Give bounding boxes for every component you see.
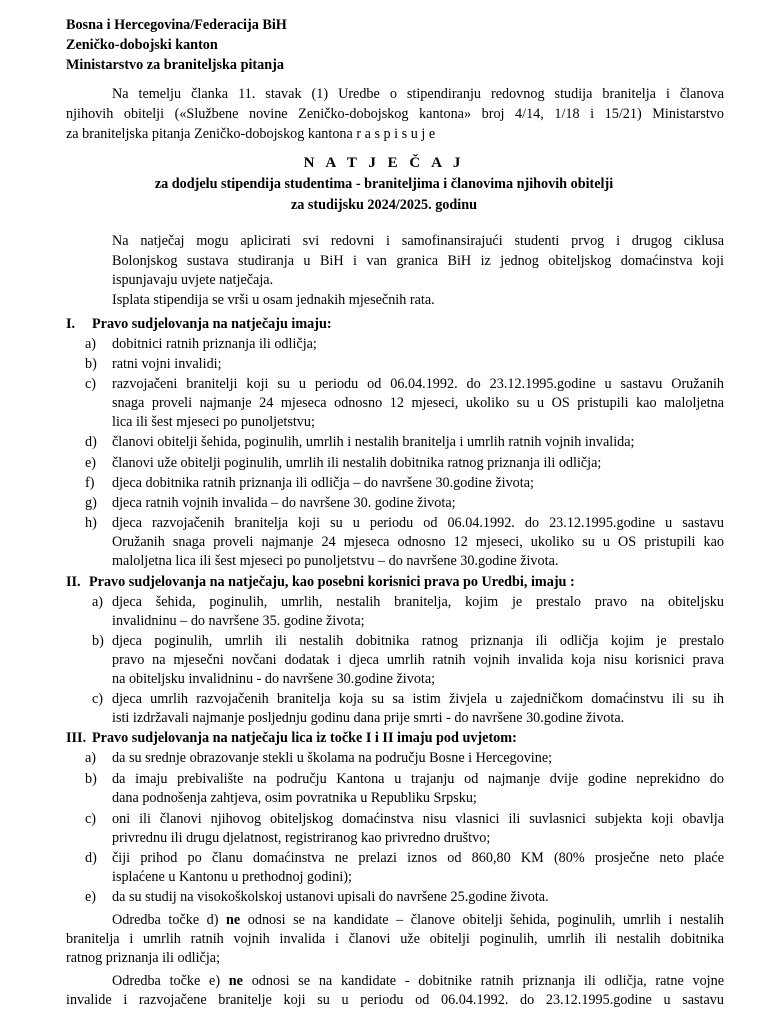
list-marker: c): [85, 811, 97, 827]
header-canton: Zeničko-dobojski kanton: [66, 37, 218, 53]
list-item-text: dana podnošenja zahtjeva, osim povratnika u Republiku Srpsku;: [112, 790, 477, 806]
list-item-text: da imaju prebivalište na području Kantona u trajanju od najmanje dvije godine neprekidno do: [112, 771, 724, 787]
intro-line-1: Na temelju članka 11. stavak (1) Uredbe o stipendiranju redovnog studija branitelja i članova: [112, 86, 724, 102]
list-item-text: privrednu ili drugu djelatnost, registriranog kao privredno društvo;: [112, 830, 491, 846]
list-item-text: lica ili šest mjeseci po punoljetstvu;: [112, 414, 315, 430]
list-item-text: razvojačeni branitelji koji su u periodu od 06.04.1992. do 23.12.1995.godine u sastavu Oružanih: [112, 376, 724, 392]
section-3-number: III.: [66, 730, 87, 746]
section-3-heading: Pravo sudjelovanja na natječaju lica iz točke I i II imaju pod uvjetom:: [92, 730, 517, 746]
intro-line-2: njihovih obitelji («Službene novine Zeničko-dobojskog kantona» broj 4/14, 1/18 i 15/21) Ministarstvo: [66, 106, 724, 122]
list-item-text: djeca šehida, poginulih, umrlih, nestalih branitelja, kojim je prestalo pravo na obiteljsku: [112, 594, 724, 610]
preamble-line-4: Isplata stipendija se vrši u osam jednakih mjesečnih rata.: [112, 292, 435, 308]
list-item-text: djeca dobitnika ratnih priznanja ili odličja – do navršene 30.godine života;: [112, 475, 534, 491]
list-item-text: oni ili članovi njihovog obiteljskog domaćinstva nisu vlasnici ili suvlasnici subjekta koji obavlja: [112, 811, 724, 827]
note-d-line-1: [112, 913, 724, 927]
list-item-text: ratni vojni invalidi;: [112, 356, 222, 372]
note-e-emphasis: ne: [228, 973, 243, 989]
list-item-text: snaga proveli najmanje 24 mjeseca odnosno 12 mjeseci, ukoliko su u OS pristupili kao maloljetna: [112, 395, 724, 411]
list-marker: e): [85, 889, 97, 905]
list-item-text: invalidninu – do navršene 35. godine života;: [112, 613, 365, 629]
list-item-text: djeca ratnih vojnih invalida – do navršene 30. godine života;: [112, 495, 456, 511]
list-item-text: djeca umrlih razvojačenih branitelja koja su sa istim živjela u zajedničkom domaćinstvu ili su ih: [112, 691, 724, 707]
list-marker: d): [85, 434, 97, 450]
list-item-text: isplaćene u Kantonu u prethodnoj godini);: [112, 869, 352, 885]
list-item-text: da su studij na visokoškolskoj ustanovi upisali do navršene 25.godine života.: [112, 889, 549, 905]
list-marker: c): [85, 376, 97, 392]
section-2-heading: Pravo sudjelovanja na natječaju, kao posebni korisnici prava po Uredbi, imaju :: [89, 574, 575, 590]
list-item-text: da su srednje obrazovanje stekli u školama na području Bosne i Hercegovine;: [112, 750, 553, 766]
preamble-line-1: Na natječaj mogu aplicirati svi redovni i samofinansirajući studenti prvog i drugog ciklusa: [112, 233, 724, 249]
section-1-number: I.: [66, 316, 76, 332]
note-d-emphasis: ne: [226, 912, 241, 928]
list-marker: b): [85, 356, 97, 372]
header-ministry: Ministarstvo za braniteljska pitanja: [66, 57, 284, 73]
note-e-line-1: [112, 974, 724, 988]
document-subtitle-2: za studijsku 2024/2025. godinu: [290, 197, 478, 213]
list-marker: g): [85, 495, 97, 511]
note-d-rest: odnosi se na kandidate – članove obitelji šehida, poginulih, umrlih i nestalih: [240, 912, 724, 928]
list-item-text: članovi obitelji šehida, poginulih, umrlih i nestalih branitelja i umrlih ratnih vojnih invalida;: [112, 434, 635, 450]
list-marker: d): [85, 850, 97, 866]
note-e-prefix: Odredba točke e): [112, 973, 229, 989]
list-marker: h): [85, 515, 97, 531]
document-title: N A T J E Č A J: [303, 155, 465, 171]
list-item-text: djeca poginulih, umrlih ili nestalih dobitnika ratnog priznanja ili odličja kojim je prestalo: [112, 633, 724, 649]
section-1-heading: Pravo sudjelovanja na natječaju imaju:: [92, 316, 332, 332]
note-e-rest: odnosi se na kandidate - dobitnike ratnih priznanja ili odličja, ratne vojne: [242, 973, 724, 989]
preamble-line-2: Bolonjskog sustava studiranja u BiH i van granica BiH iz jednog obiteljskog domaćinstva koji: [112, 253, 724, 269]
note-e-line-2: invalide i razvojačene branitelje koji su u periodu od 06.04.1992. do 23.12.1995.godine u sastavu: [66, 992, 724, 1008]
note-d-line-3: ratnog priznanja ili odličja;: [66, 950, 221, 966]
list-marker: e): [85, 455, 97, 471]
list-item-text: Oružanih snaga proveli najmanje 24 mjeseca odnosno 12 mjeseci, ukoliko su u OS pristupili kao: [112, 534, 724, 550]
note-d-prefix: Odredba točke d): [112, 912, 227, 928]
list-item-text: dobitnici ratnih priznanja ili odličja;: [112, 336, 317, 352]
list-item-text: djeca razvojačenih branitelja koji su u periodu od 06.04.1992. do 23.12.1995.godine u sastavu: [112, 515, 724, 531]
list-item-text: članovi uže obitelji poginulih, umrlih ili nestalih dobitnika ratnog priznanja ili odličja;: [112, 455, 602, 471]
list-marker: c): [92, 691, 104, 707]
list-marker: b): [92, 633, 104, 649]
list-item-text: isti izdržavali najmanje posljednju godinu dana prije smrti - do navršene 30.godine života.: [112, 710, 625, 726]
list-marker: a): [92, 594, 104, 610]
list-item-text: čiji prihod po članu domaćinstva ne prelazi iznos od 860,80 KM (80% prosječne neto plaće: [112, 850, 724, 866]
intro-line-3: za braniteljska pitanja Zeničko-dobojskog kantona r a s p i s u j e: [66, 126, 436, 142]
preamble-line-3: ispunjavaju uvjete natječaja.: [112, 272, 274, 288]
list-marker: a): [85, 750, 97, 766]
list-marker: a): [85, 336, 97, 352]
list-marker: b): [85, 771, 97, 787]
note-d-line-2: branitelja i umrlih ratnih vojnih invalida i članovi uže obitelji poginulih, umrlih ili nestalih dobitnika: [66, 931, 724, 947]
list-marker: f): [85, 475, 95, 491]
list-item-text: na obiteljsku invalidninu - do navršene 30.godine života;: [112, 671, 436, 687]
section-2-number: II.: [66, 574, 81, 590]
list-item-text: pravo na mjesečni novčani dodatak i djeca umrlih ratnih vojnih invalida koja nisu korisnici prava: [112, 652, 724, 668]
header-country: Bosna i Hercegovina/Federacija BiH: [66, 17, 287, 33]
document-subtitle-1: za dodjelu stipendija studentima - braniteljima i članovima njihovih obitelji: [154, 176, 614, 192]
list-item-text: maloljetna lica ili šest mjeseci po punoljetstvu – do navršene 30.godine života.: [112, 553, 559, 569]
